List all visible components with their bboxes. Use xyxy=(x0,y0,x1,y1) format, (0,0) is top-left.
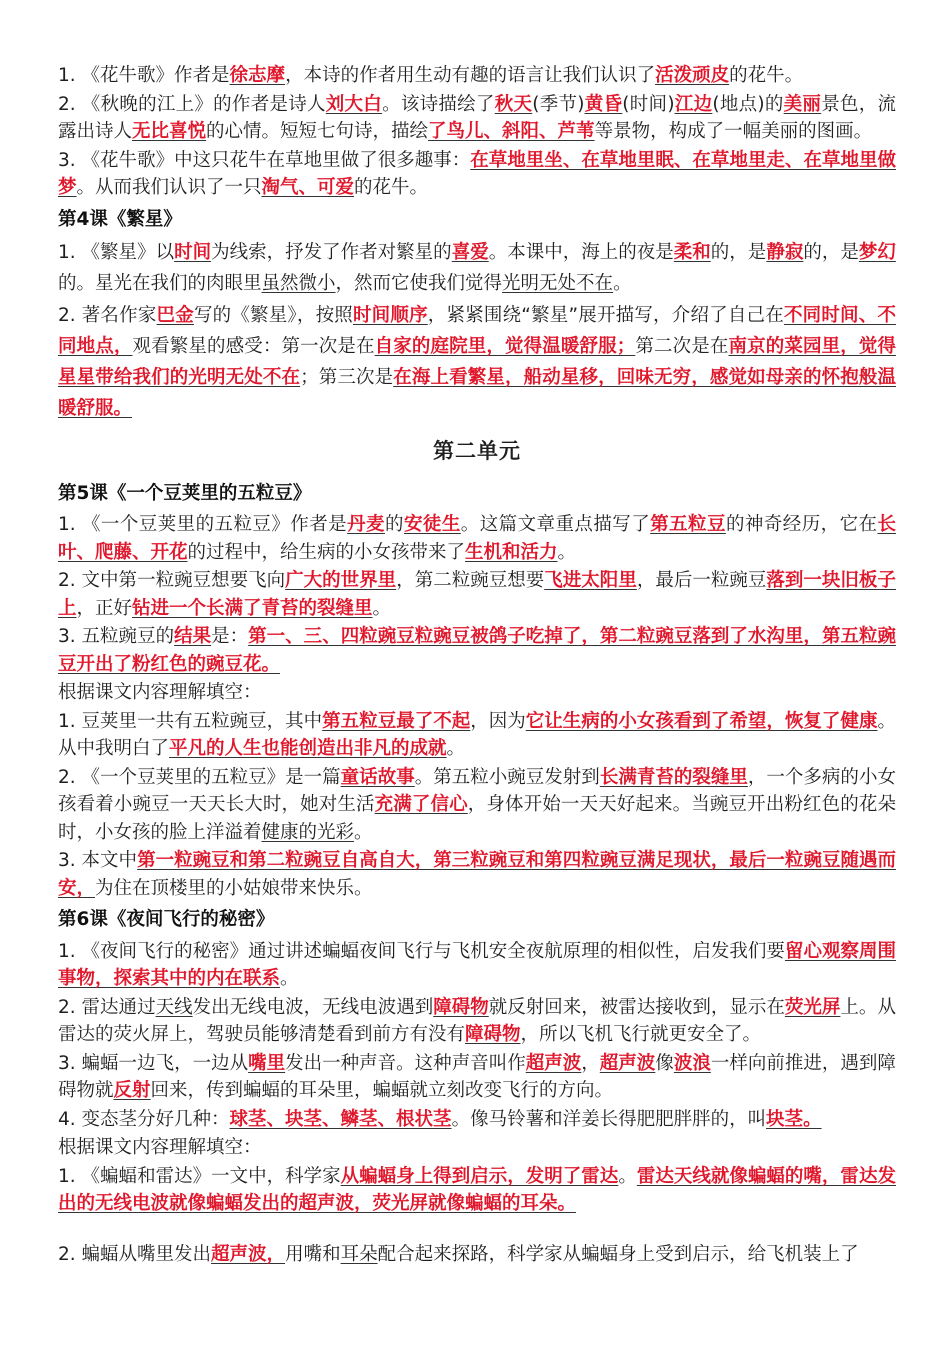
answer-highlight: 超声波 xyxy=(599,1052,656,1074)
answer-highlight: 时间顺序 xyxy=(352,305,428,326)
answer-highlight: 柔和 xyxy=(673,242,711,263)
answer-highlight: 钻进一个长满了青苔的裂缝里 xyxy=(132,597,373,619)
notes-page xyxy=(58,62,896,1269)
answer-highlight: 荧光屏 xyxy=(784,996,841,1018)
answer-highlight: 自家的庭院里，觉得温暖舒服； xyxy=(374,336,636,357)
answer-highlight: 秋天 xyxy=(494,93,533,115)
note-item xyxy=(58,1050,896,1105)
answer-highlight: 广大的世界里 xyxy=(285,570,397,591)
text-segment: 。 xyxy=(372,597,392,619)
answer-highlight: 在海上看繁星，船动星移，回味无穷，感觉如母亲的怀抱般温暖舒服。 xyxy=(58,367,896,419)
text-segment: 的过程中，给生病的小女孩带来了 xyxy=(187,541,466,563)
note-item xyxy=(58,300,896,424)
text-segment: ，第二粒豌豆想要 xyxy=(396,570,545,591)
answer-highlight: 美丽 xyxy=(783,93,822,115)
answer-highlight: 长叶、爬藤、开花 xyxy=(58,514,896,563)
answer-highlight: 在草地里坐、在草地里眠、在草地里走、在草地里做梦 xyxy=(58,149,896,198)
text-segment: ，身体开始一天天好起来。当豌豆开出粉红色的花朵时，小女孩的脸上洋溢着 xyxy=(58,794,896,843)
text-segment: 一样向前推进，遇到障碍物就 xyxy=(58,1052,896,1101)
text-segment: 3. 《花牛歌》中这只花牛在草地里做了很多趣事： xyxy=(58,149,471,171)
text-segment: 。本课中，海上的夜是 xyxy=(488,242,674,263)
text-segment: 3. 五粒豌豆的 xyxy=(58,626,175,647)
underlined-text: 光明无处不在 xyxy=(502,273,614,294)
note-item xyxy=(58,567,896,622)
text-segment: 。从中我明白了 xyxy=(58,710,896,759)
note-item xyxy=(58,708,896,763)
text-segment: 的。星光在我们的肉眼里 xyxy=(58,273,262,294)
text-segment: 就反射回来，被雷达接收到，显示在 xyxy=(488,996,785,1018)
answer-highlight: 障碍物 xyxy=(433,996,489,1018)
answer-highlight: 丹麦 xyxy=(347,514,385,535)
answer-highlight: 它让生病的小女孩看到了希望，恢复了健康 xyxy=(525,710,878,732)
text-segment: 的 xyxy=(385,514,404,535)
note-item xyxy=(58,1163,896,1218)
lesson-title: 第6课《夜间飞行的秘密》 xyxy=(58,909,275,930)
answer-highlight: 长满青苔的裂缝里 xyxy=(599,766,748,788)
text-segment: 2. 文中第一粒豌豆想要飞向 xyxy=(58,570,286,591)
answer-highlight: 障碍物 xyxy=(465,1024,521,1045)
answer-highlight: 第一粒豌豆和第二粒豌豆自高自大，第三粒豌豆和第四粒豌豆满足现状，最后一粒豌豆随遇而安， xyxy=(58,850,896,899)
note-item xyxy=(58,1241,896,1269)
note-item xyxy=(58,994,896,1049)
text-segment: 用嘴和 xyxy=(285,1243,341,1265)
answer-highlight: 平凡的人生也能创造出非凡的成就 xyxy=(169,738,447,759)
text-segment: 为线索，抒发了作者对繁星的 xyxy=(211,242,452,263)
answer-highlight: 刘大白 xyxy=(325,93,383,115)
text-segment: ， xyxy=(581,1052,600,1074)
text-segment: 1. 《繁星》以 xyxy=(58,242,175,263)
answer-highlight: 结果 xyxy=(174,626,212,647)
underlined-text: 虽然微小 xyxy=(261,273,336,294)
answer-highlight: 充满了信心 xyxy=(374,794,468,815)
text-segment: 1. 《夜间飞行的秘密》通过讲述蝙蝠夜间飞行与飞机安全夜航原理的相似性，启发我们要 xyxy=(58,940,785,962)
text-segment: (地点)的 xyxy=(712,93,784,115)
note-item xyxy=(58,511,896,566)
answer-highlight: 静寂 xyxy=(766,242,804,263)
text-segment: 是： xyxy=(211,626,249,647)
text-segment: 2. 著名作家 xyxy=(58,305,157,326)
text-segment: (时间) xyxy=(622,93,675,115)
text-segment: 。 xyxy=(613,273,632,294)
answer-highlight: 落到一块旧板子上 xyxy=(58,570,896,619)
section-instruction: 根据课文内容理解填空： xyxy=(58,1137,262,1158)
text-segment: 。像马铃薯和洋姜长得肥肥胖胖的，叫 xyxy=(451,1108,767,1130)
text-segment: ，紧紧围绕“繁星”展开描写，介绍了自己在 xyxy=(427,305,784,326)
text-segment: 。这篇文章重点描写了 xyxy=(460,514,651,535)
answer-highlight: 梦幻 xyxy=(858,242,896,263)
answer-highlight: 淘气、可爱 xyxy=(261,177,355,198)
text-segment: 3. 本文中 xyxy=(58,850,138,871)
text-segment: 发出无线电波，无线电波遇到 xyxy=(192,996,434,1018)
text-segment: 为住在顶楼里的小姑娘带来快乐。 xyxy=(95,877,373,899)
answer-highlight: 反射 xyxy=(113,1080,151,1101)
lesson-title: 第4课《繁星》 xyxy=(58,208,182,230)
answer-highlight: 时间 xyxy=(174,242,212,263)
note-item xyxy=(58,938,896,993)
answer-highlight: 留心观察周围事物，探索其中的内在联系 xyxy=(58,940,896,989)
answer-highlight: 球茎、块茎、鳞茎、根状茎 xyxy=(229,1108,452,1130)
text-segment: ，正好 xyxy=(76,597,133,619)
note-item xyxy=(58,91,896,146)
answer-highlight: 第五粒豆 xyxy=(650,514,726,535)
text-segment: 像 xyxy=(655,1052,674,1074)
text-segment: 的神奇经历，它在 xyxy=(725,514,878,535)
answer-highlight: 童话故事 xyxy=(340,766,415,788)
answer-highlight: 飞进太阳里 xyxy=(544,570,637,591)
text-segment: 上。从雷达的荧火屏上，驾驶员能够清楚看到前方有没有 xyxy=(58,996,896,1045)
text-segment: 1. 豆荚里一共有五粒豌豆，其中 xyxy=(58,710,323,732)
answer-highlight: 活泼顽皮 xyxy=(655,65,730,86)
text-segment: 。该诗描绘了 xyxy=(382,93,495,115)
note-item xyxy=(58,147,896,202)
underlined-text: 健康的光彩 xyxy=(261,821,355,843)
text-segment: 1. 《花牛歌》作者是 xyxy=(58,65,230,86)
note-item xyxy=(58,237,896,299)
text-segment: 2. 雷达通过 xyxy=(58,996,156,1018)
text-segment: 4. 变态茎分好几种： xyxy=(58,1108,230,1130)
text-segment: 的花牛。 xyxy=(729,65,804,86)
text-segment: 2. 《秋晚的江上》的作者是诗人 xyxy=(58,93,326,115)
text-segment: ，一个多病的小女孩看着小豌豆一天天长大时，她对生活 xyxy=(58,766,896,815)
answer-highlight: 徐志摩 xyxy=(229,65,286,86)
section-instruction: 根据课文内容理解填空： xyxy=(58,682,262,703)
answer-highlight: 第一、三、四粒豌豆粒豌豆被鸽子吃掉了，第二粒豌豆落到了水沟里，第五粒豌豆开出了粉红色的豌豆花。 xyxy=(58,626,896,675)
text-segment: 2. 蝙蝠从嘴里发出 xyxy=(58,1243,212,1265)
answer-highlight: 巴金 xyxy=(156,305,194,326)
note-item xyxy=(58,764,896,847)
text-segment: 观看繁星的感受：第一次是在 xyxy=(132,336,375,357)
text-segment: (季节) xyxy=(532,93,585,115)
note-item xyxy=(58,623,896,678)
text-segment: 。 xyxy=(557,541,577,563)
text-segment: 配合起来探路，科学家从蝙蝠身上受到启示，给飞机装上了 xyxy=(377,1243,859,1265)
answer-highlight: 波浪 xyxy=(673,1052,711,1074)
answer-highlight: 无比喜悦 xyxy=(132,121,207,142)
text-segment: 1. 《蝙蝠和雷达》一文中，科学家 xyxy=(58,1165,341,1187)
answer-highlight: 雷达天线就像蝙蝠的嘴，雷达发出的无线电波就像蝙蝠发出的超声波，荧光屏就像蝙蝠的耳朵。 xyxy=(58,1165,896,1214)
text-segment: ，所以飞机飞行就更安全了。 xyxy=(520,1024,762,1045)
text-segment: 的，是 xyxy=(803,242,859,263)
text-segment: 回来，传到蝙蝠的耳朵里，蝙蝠就立刻改变飞行的方向。 xyxy=(150,1080,614,1101)
text-segment: 第二次是在 xyxy=(635,336,729,357)
text-segment: 写的《繁星》，按照 xyxy=(193,305,353,326)
lesson-title: 第5课《一个豆荚里的五粒豆》 xyxy=(58,482,312,504)
answer-highlight: 第五粒豆最了不起 xyxy=(322,710,471,732)
answer-highlight: 不同时间、不同地点， xyxy=(58,305,896,357)
answer-highlight: 从蝙蝠身上得到启示，发明了雷达 xyxy=(340,1165,619,1187)
answer-highlight: 生机和活力 xyxy=(465,541,558,563)
answer-highlight: 喜爱 xyxy=(451,242,489,263)
text-segment: 。 xyxy=(354,821,373,843)
text-segment: ，因为 xyxy=(470,710,526,732)
text-segment: 的心情。短短七句诗，描绘 xyxy=(206,121,429,142)
text-segment: 的，是 xyxy=(710,242,767,263)
answer-highlight: 超声波， xyxy=(211,1243,286,1265)
spacer xyxy=(58,1219,896,1241)
text-segment: 景色，流露出诗人 xyxy=(58,93,896,142)
answer-highlight: 了鸟儿、斜阳、芦苇 xyxy=(428,121,595,142)
text-segment: 发出一种声音。这种声音叫作 xyxy=(285,1052,526,1074)
unit-title: 第二单元 xyxy=(433,439,521,463)
text-segment: 。 xyxy=(446,738,466,759)
text-segment: 。 xyxy=(280,968,299,989)
answer-highlight: 南京的菜园里，觉得星星带给我们的光明无处不在 xyxy=(58,336,896,388)
text-segment: 1. 《一个豆荚里的五粒豆》作者是 xyxy=(58,514,348,535)
answer-highlight: 块茎。 xyxy=(766,1108,822,1130)
notes-content xyxy=(58,62,896,1268)
text-segment: 。 xyxy=(618,1165,637,1187)
answer-highlight: 超声波 xyxy=(525,1052,582,1074)
text-segment: 。第五粒小豌豆发射到 xyxy=(414,766,600,788)
answer-highlight: 江边 xyxy=(674,93,713,115)
answer-highlight: 安徒生 xyxy=(403,514,461,535)
text-segment: 3. 蝙蝠一边飞，一边从 xyxy=(58,1052,249,1074)
text-segment: 的花牛。 xyxy=(354,177,429,198)
text-segment: ，最后一粒豌豆 xyxy=(636,570,767,591)
note-item xyxy=(58,847,896,902)
note-item xyxy=(58,62,896,90)
text-segment: 。从而我们认识了一只 xyxy=(76,177,262,198)
underlined-text: 天线 xyxy=(155,996,193,1018)
text-segment: 等景物，构成了一幅美丽的图画。 xyxy=(594,121,873,142)
text-segment: ；第三次是 xyxy=(300,367,394,388)
answer-highlight: 嘴里 xyxy=(248,1052,286,1074)
text-segment: 2. 《一个豆荚里的五粒豆》是一篇 xyxy=(58,766,341,788)
answer-highlight: 黄昏 xyxy=(584,93,623,115)
underlined-text: 耳朵 xyxy=(340,1243,378,1265)
note-item xyxy=(58,1106,896,1134)
text-segment: ，然而它使我们觉得 xyxy=(335,273,503,294)
text-segment: ，本诗的作者用生动有趣的语言让我们认识了 xyxy=(285,65,656,86)
